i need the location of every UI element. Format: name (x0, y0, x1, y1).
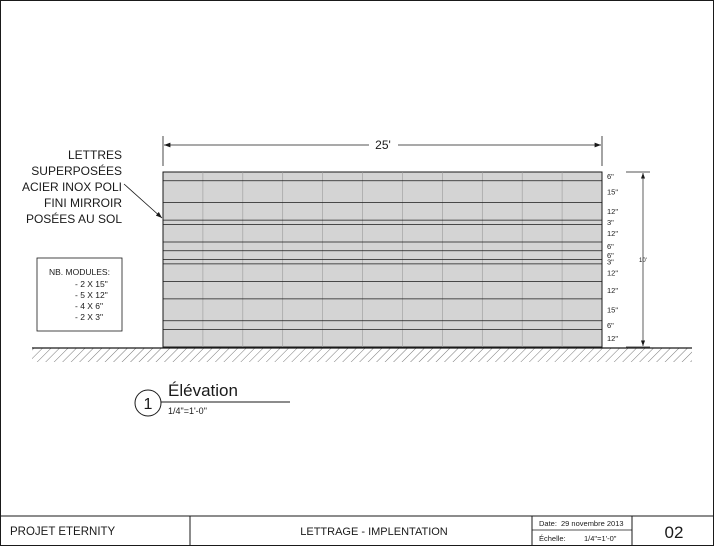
row-height-label: 6" (607, 242, 614, 252)
width-dimension-label: 25' (375, 138, 391, 152)
width-dimension (163, 136, 602, 166)
scale-label: Échelle: (539, 534, 566, 543)
title-block (0, 516, 714, 546)
wall-label-line-2: SUPERPOSÉES (31, 164, 122, 178)
modules-box (37, 258, 122, 331)
row-height-label: 3" (607, 218, 614, 228)
wall-label-line-3: ACIER INOX POLI (21, 180, 122, 194)
scale-value: 1/4"=1'-0" (584, 534, 617, 543)
module-item: - 2 X 15" (75, 279, 108, 289)
project-name: PROJET ETERNITY (10, 526, 116, 538)
height-dimension (626, 172, 650, 347)
wall-label (22, 148, 162, 226)
sheet-number: 02 (664, 523, 684, 542)
row-labels (607, 172, 618, 343)
leader-line (124, 184, 162, 218)
wall-label-line-1: LETTRES (67, 148, 122, 162)
elevation-panel (163, 172, 602, 347)
row-height-label: 6" (607, 320, 614, 330)
date-value: 29 novembre 2013 (561, 519, 624, 528)
row-height-label: 3" (607, 257, 614, 267)
row-height-label: 6" (607, 250, 614, 260)
view-title (135, 381, 290, 416)
row-height-label: 6" (607, 172, 614, 182)
modules-title: NB. MODULES: (49, 267, 110, 277)
sheet-title: LETTRAGE - IMPLENTATION (300, 526, 448, 538)
row-height-label: 12" (607, 334, 619, 344)
wall-label-line-5: POSÉES AU SOL (25, 212, 122, 226)
row-height-label: 15" (607, 187, 619, 197)
height-dimension-label: 10' (639, 258, 647, 264)
wall-label-line-4: FINI MIRROIR (44, 196, 122, 210)
row-height-label: 12" (607, 268, 619, 278)
row-height-label: 15" (607, 305, 619, 315)
view-number: 1 (143, 396, 153, 413)
view-scale: 1/4"=1'-0" (168, 406, 207, 416)
ground-line (32, 348, 692, 362)
row-height-label: 12" (607, 229, 619, 239)
row-height-label: 12" (607, 285, 619, 295)
date-label: Date: (539, 519, 557, 528)
row-height-label: 12" (607, 207, 619, 217)
module-item: - 5 X 12" (75, 290, 108, 300)
module-item: - 2 X 3" (75, 312, 104, 322)
view-name: Élévation (168, 381, 238, 400)
module-item: - 4 X 6" (75, 301, 104, 311)
